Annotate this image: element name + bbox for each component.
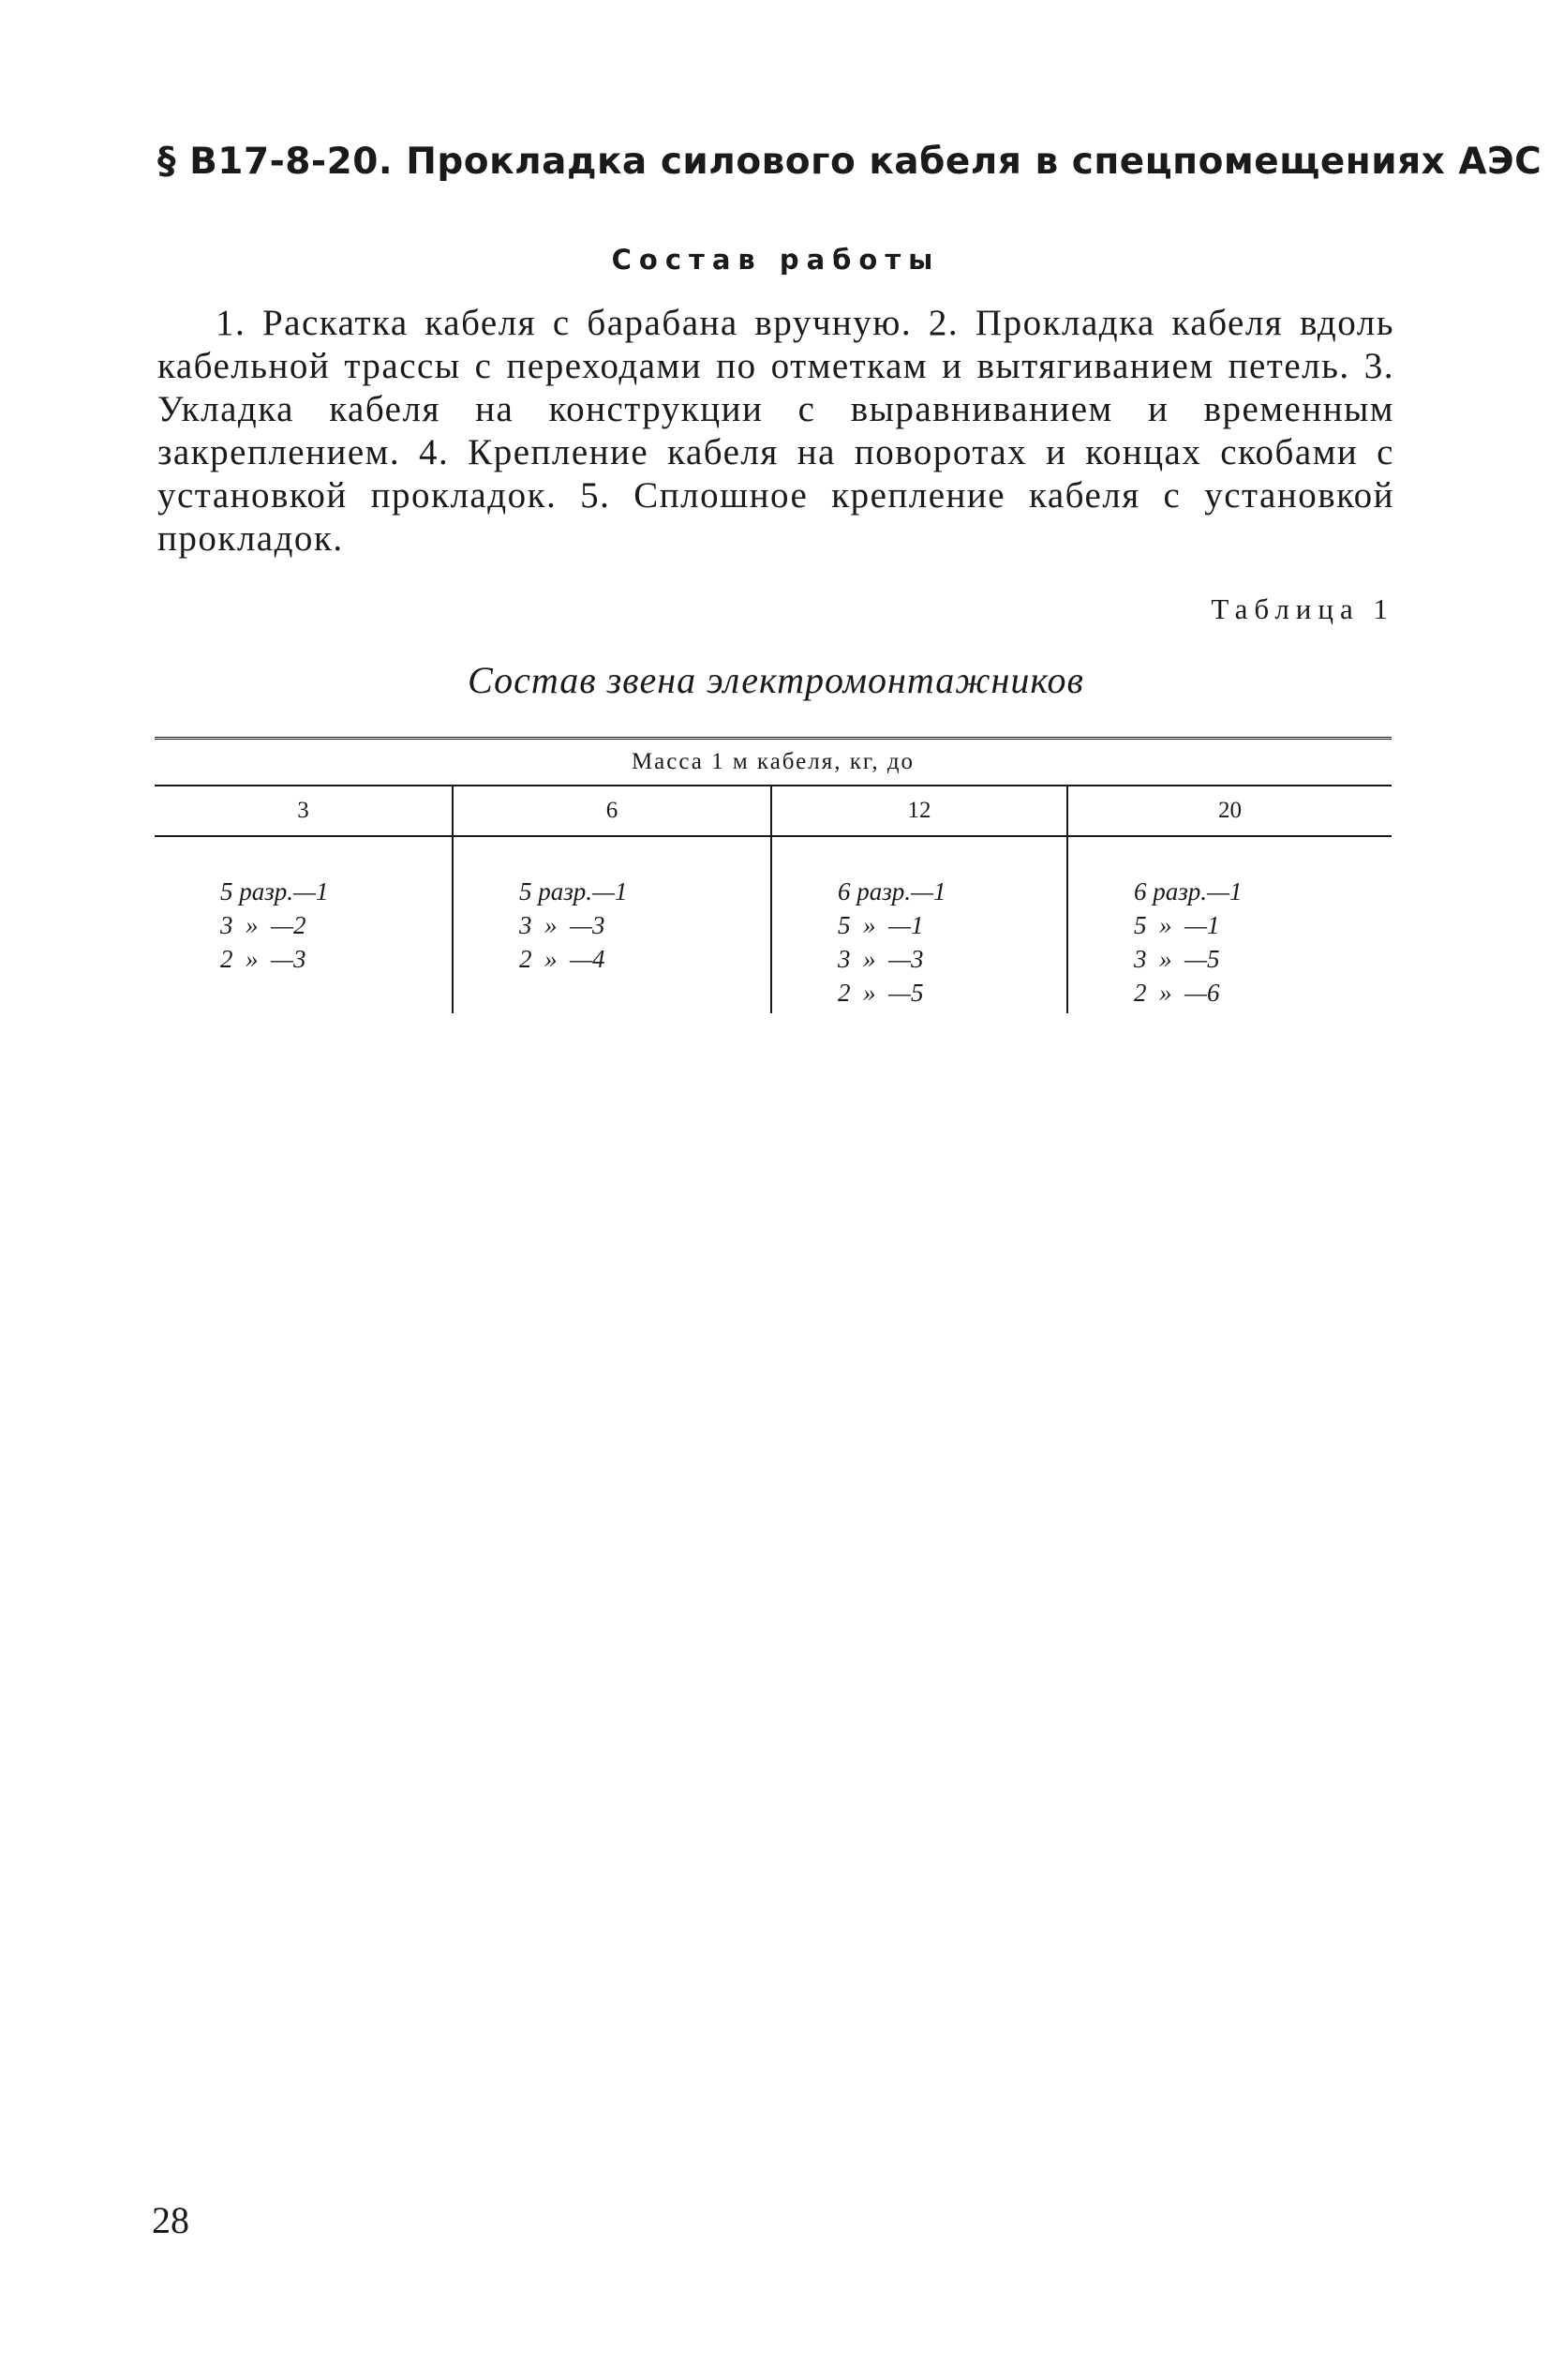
table-number: Таблица 1 bbox=[1211, 592, 1394, 625]
crew-line: 2 » —5 bbox=[838, 979, 924, 1007]
crew-line: 2 » —4 bbox=[519, 945, 605, 973]
crew-cell bbox=[155, 836, 453, 1013]
column-header: 3 bbox=[155, 786, 453, 836]
crew-line: 5 » —1 bbox=[838, 911, 924, 939]
column-header: 20 bbox=[1067, 786, 1392, 836]
table-column-header-row bbox=[155, 786, 1392, 836]
crew-line: 3 » —3 bbox=[519, 911, 605, 939]
crew-line: 2 » —6 bbox=[1134, 979, 1220, 1007]
crew-line: 5 » —1 bbox=[1134, 911, 1220, 939]
crew-line: 6 разр.—1 bbox=[838, 877, 946, 906]
page-number: 28 bbox=[152, 2199, 189, 2241]
table-row bbox=[155, 836, 1392, 1013]
crew-composition-table bbox=[155, 737, 1392, 1013]
crew-line: 5 разр.—1 bbox=[519, 877, 628, 906]
table-group-header-row bbox=[155, 739, 1392, 786]
crew-line: 6 разр.—1 bbox=[1134, 877, 1243, 906]
crew-line: 2 » —3 bbox=[220, 945, 306, 973]
work-composition-text: 1. Раскатка кабеля с барабана вручную. 2. Прокладка кабеля вдоль кабельной трассы с переходами по отметкам и вытягиванием петель. 3. Укладка кабеля на конструкции с выравниванием и временным закреплением. 4. Крепление кабеля на поворотах и концах скобами с установкой прокладок. 5. Сплошное крепление кабеля с установкой прокладок. bbox=[157, 303, 1394, 559]
work-composition-subheading: Состав работы bbox=[611, 244, 941, 276]
crew-cell bbox=[1067, 836, 1392, 1013]
crew-line: 3 » —5 bbox=[1134, 945, 1220, 973]
table-title: Состав звена электромонтажников bbox=[468, 659, 1084, 701]
crew-line: 5 разр.—1 bbox=[220, 877, 329, 906]
crew-cell bbox=[453, 836, 771, 1013]
section-heading: § В17-8-20. Прокладка силового кабеля в спецпомещениях АЭС bbox=[157, 141, 1542, 183]
column-header: 12 bbox=[771, 786, 1067, 836]
cable-mass-header: Масса 1 м кабеля, кг, до bbox=[155, 739, 1392, 786]
crew-cell bbox=[771, 836, 1067, 1013]
crew-line: 3 » —3 bbox=[838, 945, 924, 973]
crew-line: 3 » —2 bbox=[220, 911, 306, 939]
column-header: 6 bbox=[453, 786, 771, 836]
